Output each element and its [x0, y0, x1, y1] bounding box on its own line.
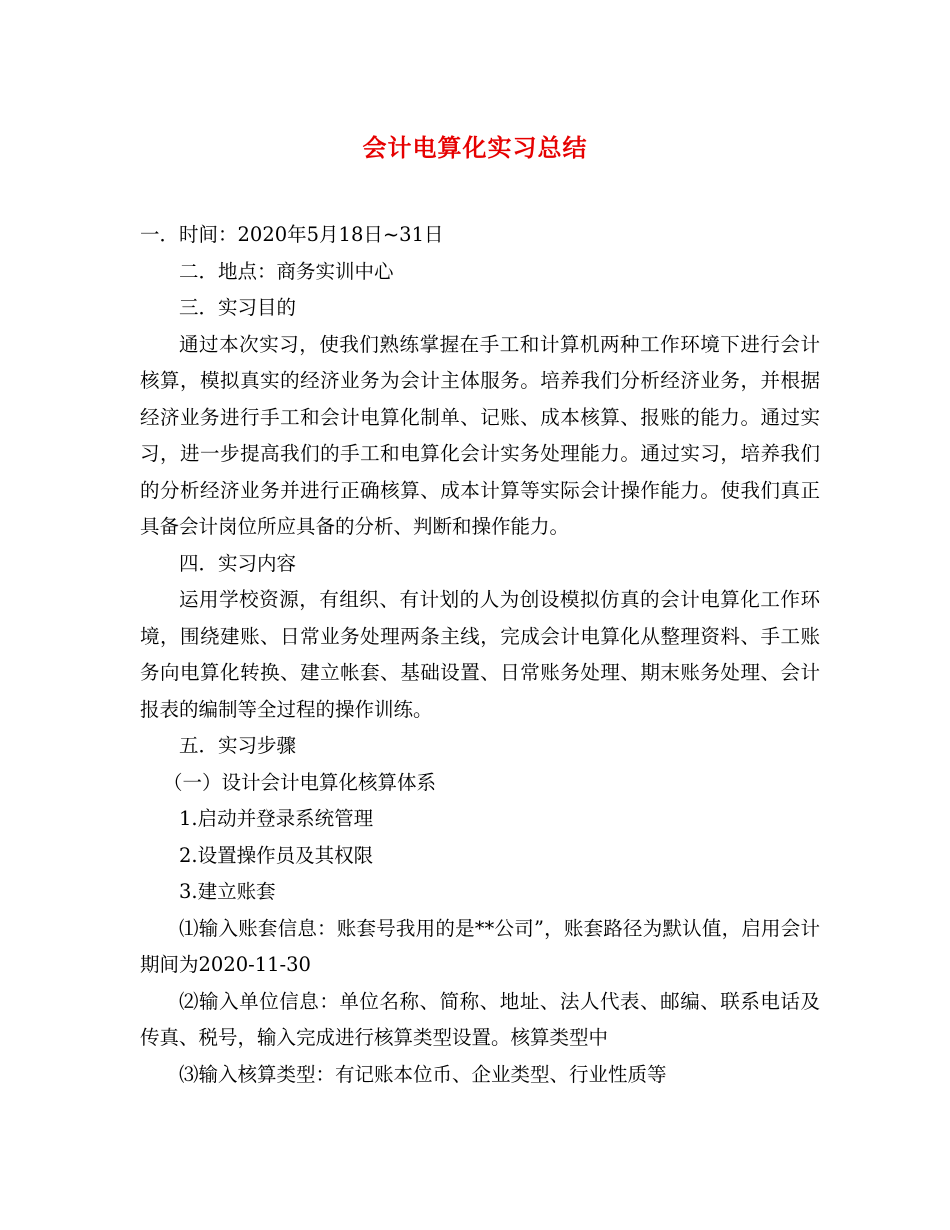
content-heading: 四．实习内容	[179, 551, 297, 575]
content-paragraph: 运用学校资源，有组织、有计划的人为创设模拟仿真的会计电算化工作环境，围绕建账、日常业务处理两条主线，完成会计电算化从整理资料、手工账务向电算化转换、建立帐套、基础设置、日常账务处理、期末账务处理、会计报表的编制等全过程的操作训练。	[140, 588, 820, 721]
sub-item: ⑵输入单位信息：单位名称、简称、地址、法人代表、邮编、联系电话及传真、税号，输入完成进行核算类型设置。核算类型中	[140, 989, 820, 1049]
step-item: 2.设置操作员及其权限	[179, 843, 374, 867]
section-heading: （一）设计会计电算化核算体系	[163, 770, 437, 794]
purpose-heading: 三．实习目的	[179, 296, 297, 319]
place-line: 二．地点：商务实训中心	[179, 259, 394, 283]
sub-item: ⑴输入账套信息：账套号我用的是**公司”，账套路径为默认值，启用会计期间为2020-11-30	[140, 916, 820, 976]
step-item: 3.建立账套	[179, 880, 276, 903]
step-item: 1.启动并登录系统管理	[179, 807, 374, 830]
document-title: 会计电算化实习总结	[362, 134, 588, 162]
document-body	[140, 217, 820, 1093]
steps-heading: 五．实习步骤	[179, 734, 297, 757]
purpose-paragraph: 通过本次实习，使我们熟练掌握在手工和计算机两种工作环境下进行会计核算，模拟真实的经济业务为会计主体服务。培养我们分析经济业务，并根据经济业务进行手工和会计电算化制单、记账、成本核算、报账的能力。通过实习，进一步提高我们的手工和电算化会计实务处理能力。通过实习，培养我们的分析经济业务并进行正确核算、成本计算等实际会计操作能力。使我们真正具备会计岗位所应具备的分析、判断和操作能力。	[140, 332, 820, 538]
time-line: 一．时间：2020年5月18日~31日	[140, 223, 444, 246]
sub-item: ⑶输入核算类型：有记账本位币、企业类型、行业性质等	[179, 1062, 667, 1086]
